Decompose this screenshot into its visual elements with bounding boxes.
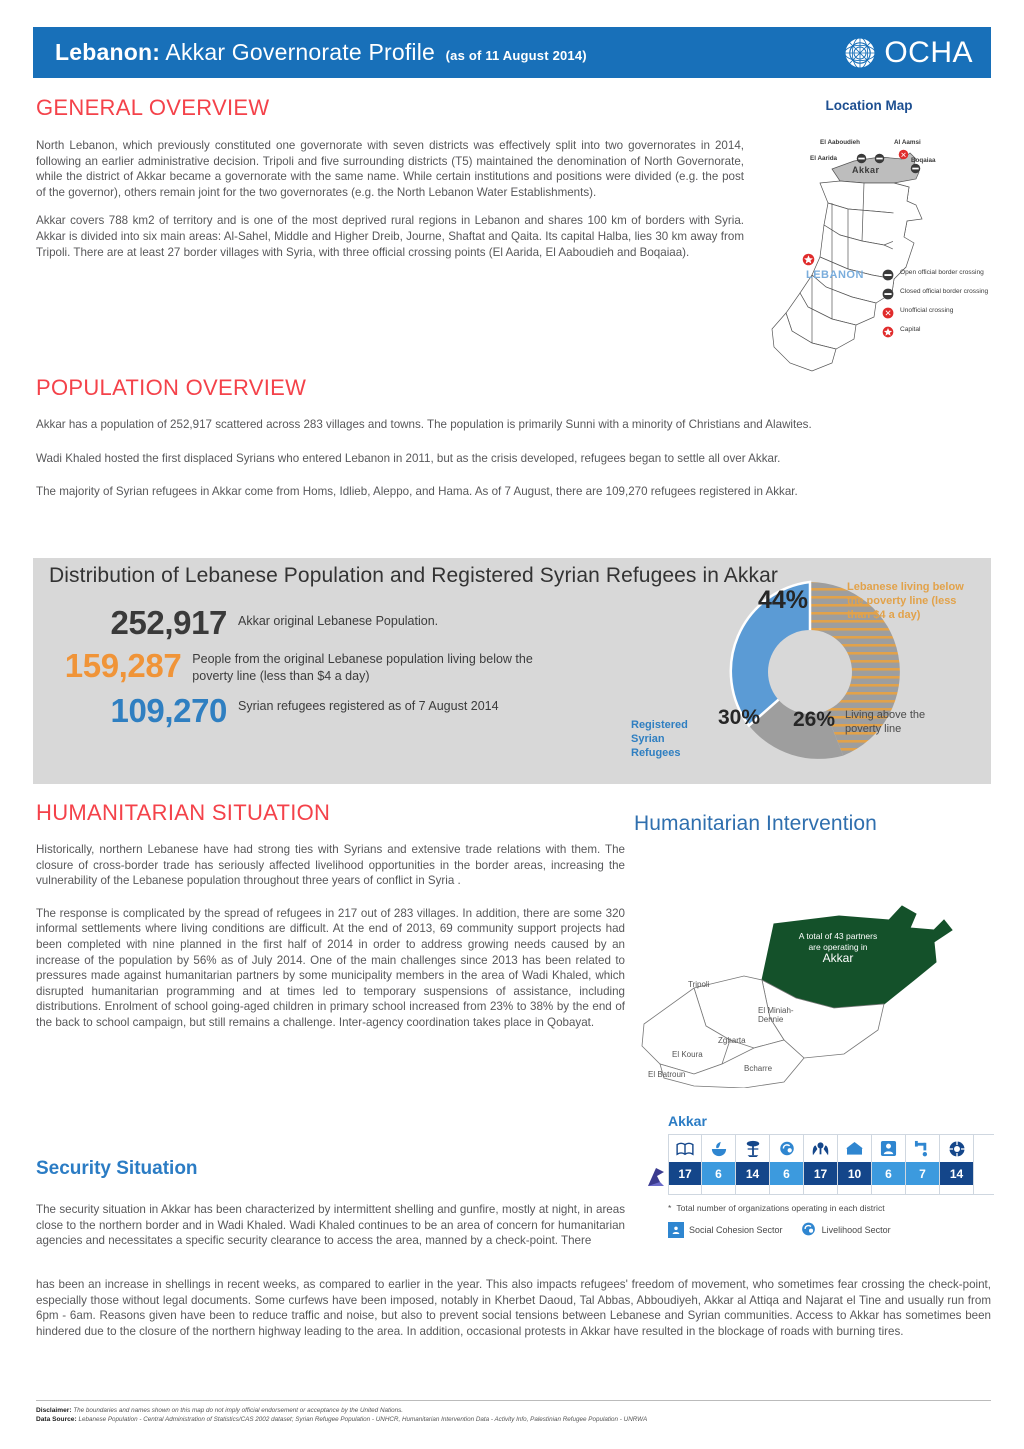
donut-label-below-poverty: Lebanese living below the poverty line (less than $4 a day): [847, 581, 964, 621]
sector-value: 6: [872, 1162, 905, 1185]
security-situation-wide: [36, 1277, 991, 1352]
page-header: [33, 27, 991, 78]
donut-value-below-poverty: 44%: [758, 586, 809, 614]
header-asof: (as of 11 August 2014): [445, 48, 587, 63]
livelihood-icon: [770, 1135, 803, 1162]
security-situation-section: [36, 1158, 625, 1262]
sector-column-protection[interactable]: [940, 1135, 974, 1194]
sector-legend: [668, 1221, 994, 1239]
akkar-map-label-el-miniah-dennie: El Miniah-Dennie: [758, 1006, 794, 1024]
sector-heading: Akkar: [668, 1113, 707, 1129]
akkar-caption-line2: are operating in: [808, 942, 868, 952]
sector-column-shelter[interactable]: [838, 1135, 872, 1194]
ocha-branding: [843, 36, 973, 70]
humanitarian-intervention-section: [634, 812, 994, 1088]
sector-legend-label: Social Cohesion Sector: [689, 1225, 783, 1235]
stat-value: 109,270: [110, 692, 227, 729]
legend-row-capital: [882, 326, 994, 338]
sector-value: 6: [702, 1162, 735, 1185]
sector-column-social-cohesion[interactable]: [872, 1135, 906, 1194]
sector-legend-item-livelihood: [800, 1221, 891, 1239]
general-overview-paragraph-2: Akkar covers 788 km2 of territory and is one of the most deprived rural regions in Lebanon and shares 100 km of borders with Syria. Akkar is divided into six main areas: Al-Sahel, Middle and Higher Dreib, Journe, Shaftat and Qaita. Its capital Halba, lies 30 km away from Tripoli. There are at least 27 border villages with Syria, with three official crossing points (El Aarida, El Aaboudieh and Boqaiaa).: [36, 214, 744, 259]
footer-disclaimer-text: The boundaries and names shown on this map do not imply official endorsement or acceptance by the United Nations.: [73, 1407, 404, 1414]
capital-marker-icon: [802, 253, 815, 266]
humanitarian-situation-section: [36, 800, 625, 1044]
lebanon-outline-map-icon: [744, 117, 994, 387]
sector-legend-label: Livelihood Sector: [821, 1225, 891, 1235]
sector-tick: [872, 1185, 905, 1194]
un-logo-icon: [843, 36, 877, 70]
legend-row-unofficial-crossing: [882, 307, 994, 319]
sector-table: [668, 1134, 994, 1195]
akkar-caption-line1: A total of 43 partners: [798, 931, 878, 941]
sector-value: 14: [940, 1162, 973, 1185]
population-overview-paragraph-1: Akkar has a population of 252,917 scattered across 283 villages and towns. The population is primarily Sunni with a minority of Christians and Alawites.: [36, 418, 812, 431]
akkar-map-label-el-batroun: El Batroun: [648, 1070, 686, 1079]
donut-value-refugees: 30%: [718, 706, 761, 729]
sector-tick: [736, 1185, 769, 1194]
population-overview-section: [36, 375, 991, 513]
sector-column-education[interactable]: [668, 1135, 702, 1194]
legend-row-open-crossing: [882, 269, 994, 281]
distribution-panel: [33, 558, 991, 784]
footer-datasource: [36, 1415, 991, 1424]
sector-value: 17: [669, 1162, 701, 1185]
sector-note: [668, 1203, 994, 1214]
footer-disclaimer-label: Disclaimer:: [36, 1407, 72, 1414]
security-situation-heading: Security Situation: [36, 1158, 198, 1179]
legend-label-closed-crossing: Closed official border crossing: [900, 288, 989, 295]
population-overview-paragraph-3: The majority of Syrian refugees in Akkar come from Homs, Idlieb, Aleppo, and Hama. As of 7 August, there are 109,270 refugees registered in Akkar.: [36, 485, 798, 499]
humanitarian-situation-heading: HUMANITARIAN SITUATION: [36, 800, 331, 825]
closed-crossing-icon: [882, 288, 894, 300]
water-tap-icon: [906, 1135, 939, 1162]
sector-column-livelihood[interactable]: [770, 1135, 804, 1194]
map-label-boqaiaa: Boqaiaa: [911, 157, 936, 164]
sector-column-food[interactable]: [702, 1135, 736, 1194]
humanitarian-situation-paragraph-2: The response is complicated by the spread of refugees in 217 out of 283 villages. In addition, there are some 320 informal settlements where living conditions are difficult. At the end of 2013, 69 community support projects had been completed with nine planned in the first half of 2014 in order to address growing needs caused by an increase of the population by 56% as of July 2014. One of the main challenges since 2013 has been related to pressures made against humanitarian partners by some municipality members in the area of Wadi Khaled, which disrupted humanitarian programming and at times led to temporary suspensions of assistance, including distributions. Enrolment of school going-aged children in primary school increased from 23% to 38% by the end of the back to school campaign, but still remains a challenge. Inter-agency coordination takes place in Qobayat.: [36, 906, 625, 1029]
location-pin-flag-icon: [644, 1164, 670, 1190]
sector-note-marker: *: [668, 1203, 672, 1213]
map-label-lebanon: LEBANON: [806, 269, 864, 281]
sector-tick: [838, 1185, 871, 1194]
stat-row: [55, 649, 575, 685]
stat-row: [55, 606, 575, 640]
sector-column-water[interactable]: [906, 1135, 940, 1194]
protection-icon: [940, 1135, 973, 1162]
stat-description: Akkar original Lebanese Population.: [238, 614, 439, 628]
social-cohesion-icon: [872, 1135, 905, 1162]
food-bowl-icon: [702, 1135, 735, 1162]
book-icon: [669, 1135, 701, 1162]
legend-row-closed-crossing: [882, 288, 994, 300]
header-subject: Akkar Governorate Profile: [165, 39, 436, 65]
footer-datasource-text: Lebanese Population - Central Administration of Statistics/CAS 2002 dataset; Syrian Refugee Population - UNHCR, Humanitarian Intervention Data - Activity Info, Palestinian Refugee Population - UNRWA: [78, 1416, 648, 1423]
location-map-body: [744, 117, 994, 387]
page-footer: [36, 1400, 991, 1424]
unofficial-crossing-marker-icon: [898, 149, 909, 160]
general-overview-paragraph-1: North Lebanon, which previously constituted one governorate with seven districts was effectively split into two governorates in 2014, following an earlier administrative decision. Tripoli and five surrounding districts (T5) maintained the denomination of North Governorate, while the district of Akkar became a governorate with the same name. While certain institutions and positions were divided (e.g. the post of the governor), others remain joint for the two governorates (e.g. the North Lebanon Water Establishments).: [36, 139, 744, 199]
sector-value: 10: [838, 1162, 871, 1185]
general-overview-section: [36, 95, 744, 273]
map-label-el-aarida: El Aarida: [810, 155, 838, 162]
sector-note-text: Total number of organizations operating in each district: [676, 1203, 885, 1213]
legend-label-unofficial-crossing: Unofficial crossing: [900, 307, 954, 314]
unofficial-crossing-icon: [882, 307, 894, 319]
akkar-map-label-zgharta: Zgharta: [718, 1036, 746, 1045]
sector-value: 6: [770, 1162, 803, 1185]
map-label-akkar: Akkar: [852, 165, 880, 175]
distribution-title: Distribution of Lebanese Population and Registered Syrian Refugees in Akkar: [49, 564, 778, 587]
agriculture-icon: [736, 1135, 769, 1162]
sector-column-agriculture[interactable]: [736, 1135, 770, 1194]
population-overview-heading: POPULATION OVERVIEW: [36, 375, 307, 400]
stat-value: 252,917: [110, 604, 227, 641]
akkar-district-map: [634, 858, 994, 1088]
humanitarian-situation-paragraph-1: Historically, northern Lebanese have had strong ties with Syrians and extensive trade relations with them. The closure of cross-border trade has seriously affected livelihood opportunities in the border areas, increasing the vulnerability of the Lebanese population throughout three years of conflict in Syria .: [36, 843, 625, 888]
footer-datasource-label: Data Source:: [36, 1416, 77, 1423]
donut-label-refugees: Registered Syrian Refugees: [631, 719, 688, 759]
akkar-map-label-tripoli: Tripoli: [688, 980, 710, 989]
security-situation-paragraph-left: The security situation in Akkar has been characterized by intermittent shelling and gunfire, mostly at night, in areas close to the northern border and in Wadi Khaled. Wadi Khaled continues to be an area of concern for humanitarian agencies and necessitates a specific security clearance to access the area, manned by a check-point. There: [36, 1203, 625, 1248]
map-label-al-aamsi: Al Aamsi: [894, 139, 921, 146]
akkar-map-caption: [768, 931, 908, 964]
sector-value: 17: [804, 1162, 837, 1185]
svg-text:✕: ✕: [900, 150, 907, 160]
akkar-caption-line3: Akkar: [822, 951, 854, 965]
open-crossing-icon: [882, 269, 894, 281]
livelihood-icon: [800, 1221, 817, 1239]
open-crossing-marker-icon-2: [910, 163, 921, 174]
sector-tick: [770, 1185, 803, 1194]
open-crossing-marker-icon: [856, 153, 867, 164]
distribution-stats: [55, 606, 575, 737]
stat-row: [55, 694, 575, 728]
sector-column-health[interactable]: [804, 1135, 838, 1194]
capital-icon: [882, 326, 894, 338]
humanitarian-intervention-title: Humanitarian Intervention: [634, 812, 877, 835]
general-overview-heading: GENERAL OVERVIEW: [36, 95, 270, 120]
population-overview-paragraph-2: Wadi Khaled hosted the first displaced Syrians who entered Lebanon in 2011, but as the crisis developed, refugees began to settle all over Akkar.: [36, 451, 781, 465]
shelter-icon: [838, 1135, 871, 1162]
sector-statistics-block: [668, 1113, 994, 1239]
ocha-wordmark: OCHA: [884, 35, 973, 69]
sector-tick: [906, 1185, 939, 1194]
header-country: Lebanon:: [55, 39, 161, 65]
social-cohesion-icon: [668, 1222, 684, 1238]
sector-value: 14: [736, 1162, 769, 1185]
location-map: [744, 98, 994, 398]
sector-tick: [669, 1185, 701, 1194]
sector-tick: [804, 1185, 837, 1194]
health-hands-icon: [804, 1135, 837, 1162]
closed-crossing-marker-icon: [874, 153, 885, 164]
sector-legend-item-social-cohesion: [668, 1222, 783, 1238]
location-map-legend: [882, 269, 994, 345]
legend-label-capital: Capital: [900, 326, 921, 333]
footer-disclaimer: [36, 1406, 991, 1415]
sector-tick: [940, 1185, 973, 1194]
location-map-title: Location Map: [825, 98, 913, 113]
stat-description: People from the original Lebanese population living below the poverty line (less than $4 a day): [192, 652, 533, 683]
sector-value: 7: [906, 1162, 939, 1185]
legend-label-open-crossing: Open official border crossing: [900, 269, 984, 276]
page-title: [55, 39, 587, 66]
donut-label-above-poverty: Living above the poverty line: [845, 709, 926, 735]
akkar-map-label-bcharre: Bcharre: [744, 1064, 773, 1073]
akkar-map-label-el-koura: El Koura: [672, 1050, 703, 1059]
map-label-el-aaboudieh: El Aaboudieh: [820, 139, 860, 146]
population-donut-chart: [633, 568, 988, 778]
donut-value-above-poverty: 26%: [793, 708, 836, 731]
svg-text:✕: ✕: [884, 308, 892, 318]
stat-description: Syrian refugees registered as of 7 August 2014: [238, 699, 499, 713]
sector-tick: [702, 1185, 735, 1194]
security-situation-paragraph-wide: has been an increase in shellings in recent weeks, as compared to earlier in the year. This also impacts refugees' freedom of movement, who sometimes fear crossing the check-point, especially those without legal documents. Some curfews have been imposed, notably in Kherbet Daoud, Tal Abbas, Abboudiyeh, Akkar al Attiqa and Najarat el Tine and usually run from 6pm - 6am. Reasons given have been to reduce traffic and noise, but also to prevent social tensions between Lebanese and Syrian communities. Access to Akkar has sometimes been hindered due to the closure of the northern highway leading to the area. In addition, occasional protests in Akkar have resulted in the blockage of roads with burning tires.: [36, 1278, 991, 1338]
stat-value: 159,287: [64, 647, 182, 684]
